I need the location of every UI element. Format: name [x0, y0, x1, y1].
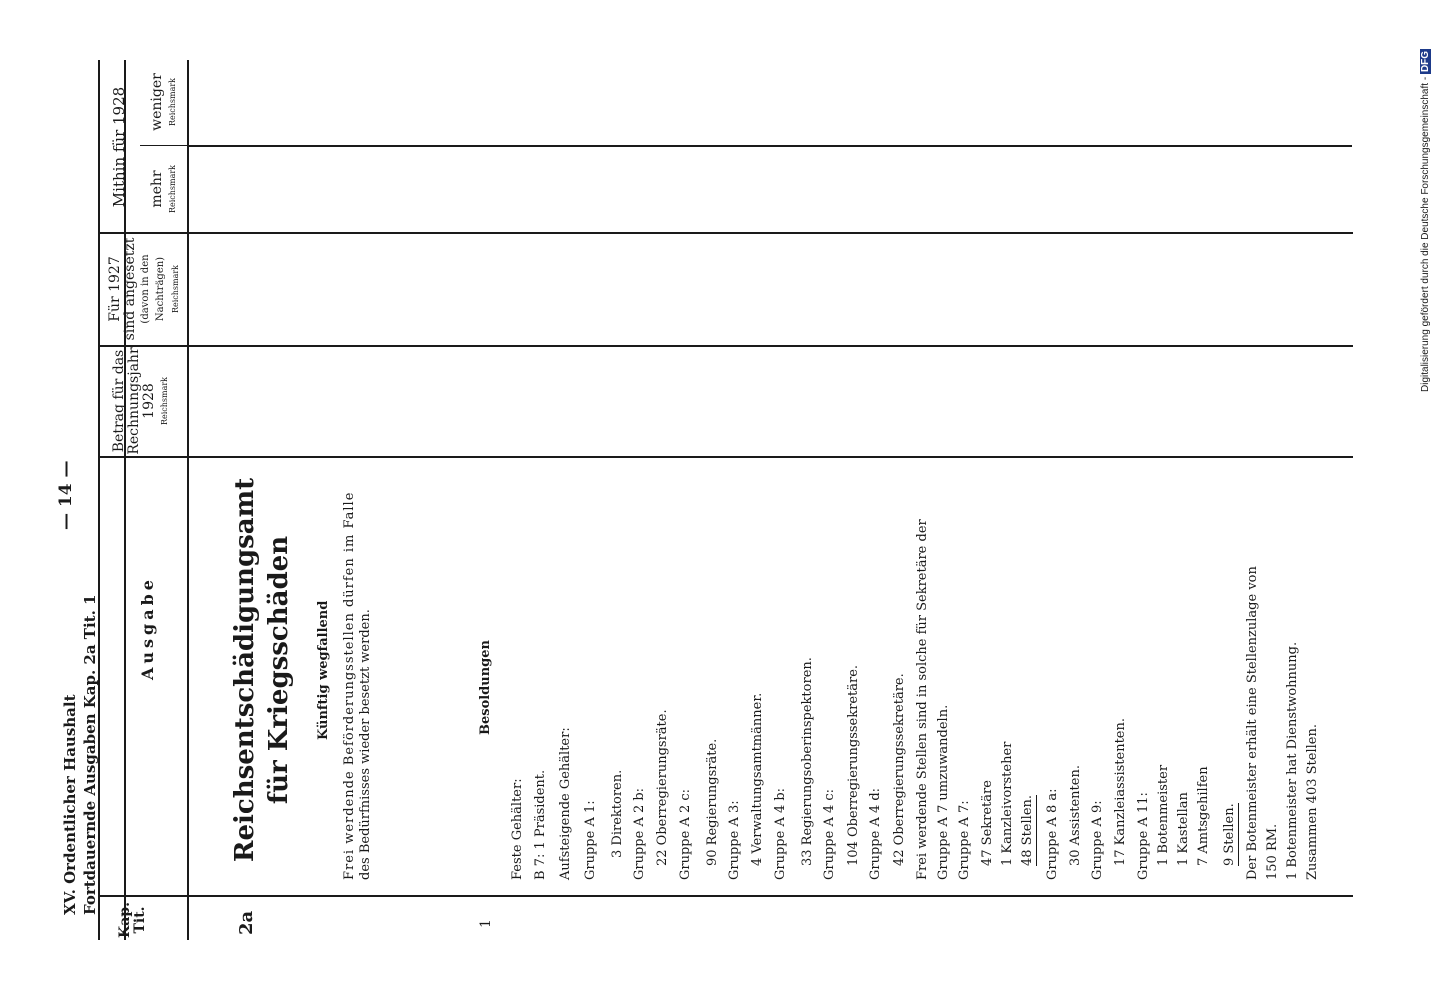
- body-line: Gruppe A 4 d:: [868, 787, 883, 880]
- header-weniger-label: weniger: [149, 73, 165, 131]
- body-line: 47 Sekretäre: [980, 780, 995, 866]
- body-line: Aufsteigende Gehälter:: [558, 727, 573, 880]
- kap-value: 2a: [236, 910, 257, 935]
- body-line: 1 Kastellan: [1176, 792, 1191, 866]
- note-line-2: des Bedürfnisses wieder besetzt werden.: [358, 609, 373, 880]
- body-line: 1 Botenmeister hat Dienstwohnung.: [1285, 641, 1300, 880]
- header-kap: [118, 900, 148, 940]
- body-line: Gruppe A 4 b:: [773, 787, 788, 880]
- header-fuer1927: [108, 234, 183, 344]
- body-line: 33 Regierungsoberinspektoren.: [800, 657, 815, 866]
- header-betrag-2: Rechnungsjahr: [126, 347, 142, 455]
- header-fuer1927-3: (davon in den: [140, 254, 151, 324]
- body-line: Zusammen 403 Stellen.: [1305, 724, 1320, 880]
- header-betrag-unit: Reichsmark: [160, 376, 169, 426]
- header-betrag-3: 1928: [141, 383, 157, 419]
- body-line: 17 Kanzleiassistenten.: [1113, 717, 1128, 866]
- body-line: 22 Oberregierungsräte.: [655, 709, 670, 866]
- header-betrag-1: Betrag für das: [111, 349, 127, 453]
- header-fuer1927-4: Nachträgen): [155, 256, 166, 322]
- body-line: 1 Botenmeister: [1156, 764, 1171, 866]
- body-line: Feste Gehälter:: [510, 778, 525, 880]
- body-line: Gruppe A 3:: [727, 800, 742, 880]
- body-line: 4 Verwaltungsamtmänner.: [750, 692, 765, 866]
- body-line: Gruppe A 7:: [957, 800, 972, 880]
- dfg-logo: DFG: [1420, 50, 1431, 73]
- side-note: [1420, 49, 1431, 392]
- header-tit-label: Tit.: [132, 906, 148, 934]
- body-line: Gruppe A 1:: [583, 800, 598, 880]
- body-line: 48 Stellen.: [1020, 794, 1035, 866]
- body-line: 7 Amtsgehilfen: [1196, 766, 1211, 866]
- row-rule-1: [98, 895, 1353, 897]
- header-line-2: Fortdauernde Ausgaben Kap. 2a Tit. 1: [81, 594, 99, 915]
- header-fuer1927-unit: Reichsmark: [171, 264, 180, 314]
- page-number: — 14 —: [56, 460, 76, 530]
- office-title: [228, 460, 296, 880]
- header-betrag: [112, 346, 172, 456]
- row-rule-5: [188, 145, 1352, 147]
- body-line: Gruppe A 9:: [1090, 800, 1105, 880]
- body-line: 30 Assistenten.: [1068, 765, 1083, 866]
- body-line: Gruppe A 2 c:: [678, 788, 693, 880]
- row-rule-2: [98, 456, 1353, 458]
- body-line: 150 RM.: [1265, 823, 1280, 880]
- body-line: Gruppe A 7 umzuwandeln.: [936, 704, 951, 880]
- body-line: B 7: 1 Präsident.: [533, 769, 548, 880]
- office-title-line-2: für Kriegsschäden: [264, 535, 294, 805]
- body-line: Gruppe A 8 a:: [1045, 788, 1060, 880]
- body-line: Frei werdende Stellen sind in solche für Sekretäre der: [915, 519, 930, 880]
- body-line: 42 Oberregierungssekretäre.: [892, 673, 907, 866]
- note-block: [342, 492, 374, 880]
- header-kap-label: Kap.: [117, 902, 133, 938]
- body-line: Gruppe A 11:: [1136, 792, 1151, 880]
- row-rule-3: [98, 345, 1353, 347]
- body-line: 104 Oberregierungssekretäre.: [846, 664, 861, 866]
- body-line: 90 Regierungsräte.: [705, 738, 720, 866]
- header-ausgabe: Ausgabe: [138, 576, 157, 680]
- header-mehr: [150, 146, 180, 232]
- header-mehr-label: mehr: [149, 170, 165, 208]
- header-mehr-unit: Reichsmark: [168, 164, 177, 214]
- office-title-line-1: Reichsentschädigungsamt: [230, 477, 260, 863]
- note-line-1: Frei werdende Beförderungsstellen dürfen im Falle: [342, 491, 357, 880]
- side-note-text: Digitalisierung gefördert durch die Deutsche Forschungsgemeinschaft -: [1420, 76, 1431, 392]
- body-line: Gruppe A 2 b:: [632, 787, 647, 880]
- besoldungen-heading: Besoldungen: [478, 640, 493, 735]
- tit-value: 1: [478, 919, 494, 928]
- kuenftig-label: Künftig wegfallend: [316, 600, 331, 740]
- body-line: Der Botenmeister erhält eine Stellenzulage von: [1245, 566, 1260, 880]
- body-line: 9 Stellen.: [1222, 803, 1237, 866]
- body-line: Gruppe A 4 c:: [822, 788, 837, 880]
- header-weniger-unit: Reichsmark: [168, 77, 177, 127]
- body-line: 3 Direktoren.: [610, 769, 625, 858]
- header-fuer1927-2: sind angesetzt: [122, 237, 138, 341]
- row-rule-4: [98, 232, 1353, 234]
- header-weniger: [150, 59, 180, 145]
- body-line: 1 Kanzleivorsteher: [1000, 741, 1015, 866]
- header-mithin: Mithin für 1928: [110, 86, 128, 208]
- header-line-1: XV. Ordentlicher Haushalt: [61, 694, 79, 915]
- header-fuer1927-1: Für 1927: [107, 256, 123, 322]
- page-header: [60, 595, 100, 915]
- header-separator: [187, 60, 189, 940]
